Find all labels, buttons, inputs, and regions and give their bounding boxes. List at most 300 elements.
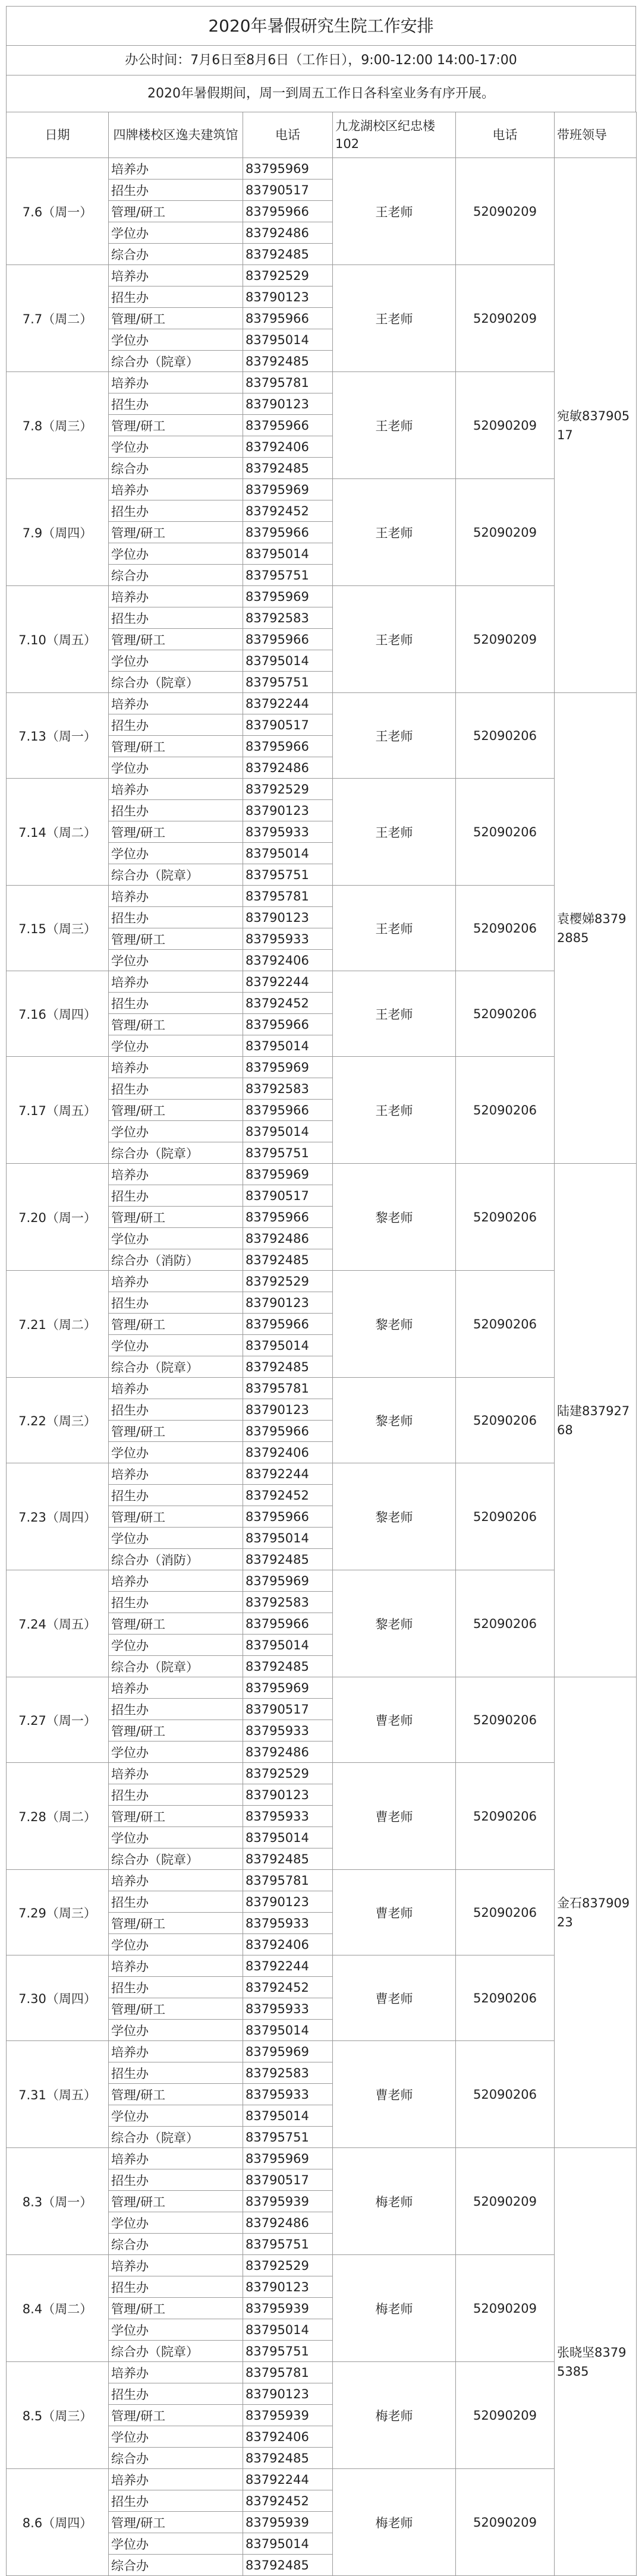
date-cell: 7.27（周一） bbox=[7, 1677, 109, 1763]
office-name-cell: 学位办 bbox=[109, 950, 243, 971]
office-name-cell: 培养办 bbox=[109, 158, 243, 179]
date-cell: 7.7（周二） bbox=[7, 265, 109, 372]
office-phone-cell: 83792485 bbox=[243, 2555, 333, 2576]
office-name-cell: 综合办（院章） bbox=[109, 1848, 243, 1870]
office-name-cell: 综合办 bbox=[109, 2555, 243, 2576]
schedule-body bbox=[7, 158, 637, 2576]
teacher-cell: 曹老师 bbox=[333, 2041, 456, 2148]
office-name-cell: 学位办 bbox=[109, 2212, 243, 2234]
duty-leader-cell: 金石83790923 bbox=[555, 1677, 637, 2148]
office-name-cell: 管理/研工 bbox=[109, 1421, 243, 1442]
office-name-cell: 招生办 bbox=[109, 2062, 243, 2084]
teacher-phone-cell: 52090206 bbox=[456, 1463, 555, 1570]
office-phone-cell: 83795966 bbox=[243, 629, 333, 650]
office-phone-cell: 83795014 bbox=[243, 2020, 333, 2041]
office-name-cell: 学位办 bbox=[109, 1934, 243, 1955]
office-phone-cell: 83792244 bbox=[243, 693, 333, 714]
date-cell: 7.31（周五） bbox=[7, 2041, 109, 2148]
office-phone-cell: 83795014 bbox=[243, 650, 333, 672]
office-phone-cell: 83792529 bbox=[243, 1271, 333, 1292]
office-name-cell: 管理/研工 bbox=[109, 1314, 243, 1335]
office-name-cell: 综合办（院章） bbox=[109, 1656, 243, 1677]
office-name-cell: 管理/研工 bbox=[109, 1613, 243, 1635]
office-phone-cell: 83795933 bbox=[243, 1998, 333, 2020]
office-phone-cell: 83790517 bbox=[243, 1185, 333, 1207]
table-row bbox=[7, 1677, 637, 1699]
office-name-cell: 管理/研工 bbox=[109, 308, 243, 329]
office-name-cell: 管理/研工 bbox=[109, 1014, 243, 1035]
office-name-cell: 培养办 bbox=[109, 2255, 243, 2276]
office-phone-cell: 83795966 bbox=[243, 1421, 333, 1442]
office-phone-cell: 83795781 bbox=[243, 372, 333, 393]
duty-leader-cell: 宛敏83790517 bbox=[555, 158, 637, 693]
office-name-cell: 管理/研工 bbox=[109, 1720, 243, 1742]
teacher-cell: 王老师 bbox=[333, 886, 456, 971]
office-phone-cell: 83792406 bbox=[243, 1442, 333, 1463]
office-phone-cell: 83790517 bbox=[243, 179, 333, 201]
date-cell: 7.10（周五） bbox=[7, 586, 109, 693]
office-name-cell: 培养办 bbox=[109, 1763, 243, 1784]
office-phone-cell: 83790123 bbox=[243, 1399, 333, 1421]
teacher-phone-cell: 52090209 bbox=[456, 2362, 555, 2469]
office-name-cell: 学位办 bbox=[109, 2105, 243, 2127]
office-name-cell: 招生办 bbox=[109, 1592, 243, 1613]
office-phone-cell: 83792485 bbox=[243, 1356, 333, 1378]
teacher-cell: 黎老师 bbox=[333, 1463, 456, 1570]
office-phone-cell: 83795939 bbox=[243, 2298, 333, 2319]
office-phone-cell: 83795014 bbox=[243, 1635, 333, 1656]
office-name-cell: 学位办 bbox=[109, 757, 243, 779]
table-row bbox=[7, 479, 637, 500]
date-cell: 7.24（周五） bbox=[7, 1570, 109, 1677]
duty-leader-cell: 陆建83792768 bbox=[555, 1164, 637, 1677]
office-name-cell: 招生办 bbox=[109, 1078, 243, 1100]
office-name-cell: 综合办（消防） bbox=[109, 1549, 243, 1570]
office-name-cell: 培养办 bbox=[109, 1164, 243, 1185]
office-phone-cell: 83795933 bbox=[243, 1913, 333, 1934]
date-cell: 7.14（周二） bbox=[7, 779, 109, 886]
office-phone-cell: 83792452 bbox=[243, 2490, 333, 2512]
office-name-cell: 学位办 bbox=[109, 2533, 243, 2555]
office-phone-cell: 83792452 bbox=[243, 1977, 333, 1998]
table-row bbox=[7, 2041, 637, 2062]
office-phone-cell: 83795969 bbox=[243, 479, 333, 500]
teacher-cell: 王老师 bbox=[333, 265, 456, 372]
office-phone-cell: 83792485 bbox=[243, 244, 333, 265]
office-name-cell: 管理/研工 bbox=[109, 736, 243, 757]
teacher-phone-cell: 52090206 bbox=[456, 1870, 555, 1955]
office-name-cell: 招生办 bbox=[109, 1185, 243, 1207]
office-phone-cell: 83792583 bbox=[243, 607, 333, 629]
office-phone-cell: 83795969 bbox=[243, 1677, 333, 1699]
office-name-cell: 培养办 bbox=[109, 2362, 243, 2383]
office-phone-cell: 83792529 bbox=[243, 265, 333, 286]
date-cell: 7.23（周四） bbox=[7, 1463, 109, 1570]
office-phone-cell: 83795966 bbox=[243, 1014, 333, 1035]
teacher-phone-cell: 52090206 bbox=[456, 1955, 555, 2041]
office-phone-cell: 83795014 bbox=[243, 2105, 333, 2127]
table-row bbox=[7, 372, 637, 393]
office-name-cell: 学位办 bbox=[109, 1742, 243, 1763]
office-name-cell: 管理/研工 bbox=[109, 2298, 243, 2319]
office-phone-cell: 83795751 bbox=[243, 864, 333, 886]
office-phone-cell: 83790517 bbox=[243, 714, 333, 736]
teacher-phone-cell: 52090209 bbox=[456, 479, 555, 586]
table-row bbox=[7, 1870, 637, 1891]
date-cell: 7.16（周四） bbox=[7, 971, 109, 1057]
office-name-cell: 管理/研工 bbox=[109, 2084, 243, 2105]
office-phone-cell: 83790123 bbox=[243, 1784, 333, 1806]
date-cell: 7.28（周二） bbox=[7, 1763, 109, 1870]
office-phone-cell: 83795933 bbox=[243, 1720, 333, 1742]
office-name-cell: 培养办 bbox=[109, 265, 243, 286]
office-phone-cell: 83792529 bbox=[243, 779, 333, 800]
office-phone-cell: 83795966 bbox=[243, 1613, 333, 1635]
office-name-cell: 综合办（院章） bbox=[109, 1356, 243, 1378]
teacher-cell: 梅老师 bbox=[333, 2362, 456, 2469]
office-phone-cell: 83790123 bbox=[243, 1292, 333, 1314]
teacher-cell: 王老师 bbox=[333, 586, 456, 693]
office-name-cell: 学位办 bbox=[109, 1635, 243, 1656]
teacher-cell: 曹老师 bbox=[333, 1677, 456, 1763]
office-name-cell: 管理/研工 bbox=[109, 1100, 243, 1121]
office-name-cell: 招生办 bbox=[109, 500, 243, 522]
office-name-cell: 学位办 bbox=[109, 1827, 243, 1848]
teacher-phone-cell: 52090206 bbox=[456, 1378, 555, 1463]
office-phone-cell: 83795969 bbox=[243, 1057, 333, 1078]
table-row bbox=[7, 693, 637, 714]
office-phone-cell: 83795751 bbox=[243, 2341, 333, 2362]
office-phone-cell: 83795933 bbox=[243, 821, 333, 843]
office-phone-cell: 83792486 bbox=[243, 757, 333, 779]
teacher-phone-cell: 52090206 bbox=[456, 2041, 555, 2148]
office-phone-cell: 83792485 bbox=[243, 2448, 333, 2469]
office-phone-cell: 83792529 bbox=[243, 1763, 333, 1784]
office-name-cell: 管理/研工 bbox=[109, 2512, 243, 2533]
teacher-cell: 王老师 bbox=[333, 693, 456, 779]
office-phone-cell: 83790517 bbox=[243, 2169, 333, 2191]
office-phone-cell: 83795014 bbox=[243, 1121, 333, 1142]
office-phone-cell: 83795933 bbox=[243, 1806, 333, 1827]
office-name-cell: 招生办 bbox=[109, 800, 243, 821]
office-name-cell: 管理/研工 bbox=[109, 2191, 243, 2212]
duty-leader-cell: 张晓坚83795385 bbox=[555, 2148, 637, 2576]
office-name-cell: 综合办 bbox=[109, 2448, 243, 2469]
office-phone-cell: 83792486 bbox=[243, 2212, 333, 2234]
date-cell: 8.3（周一） bbox=[7, 2148, 109, 2255]
office-phone-cell: 83795939 bbox=[243, 2512, 333, 2533]
office-phone-cell: 83795014 bbox=[243, 1035, 333, 1057]
teacher-cell: 曹老师 bbox=[333, 1870, 456, 1955]
schedule-table bbox=[6, 112, 637, 2576]
office-name-cell: 培养办 bbox=[109, 2041, 243, 2062]
table-row bbox=[7, 1057, 637, 1078]
office-name-cell: 管理/研工 bbox=[109, 1998, 243, 2020]
page-title: 2020年暑假研究生院工作安排 bbox=[6, 6, 636, 45]
office-name-cell: 管理/研工 bbox=[109, 629, 243, 650]
office-phone-cell: 83792485 bbox=[243, 351, 333, 372]
teacher-phone-cell: 52090209 bbox=[456, 2469, 555, 2576]
office-name-cell: 管理/研工 bbox=[109, 821, 243, 843]
teacher-phone-cell: 52090206 bbox=[456, 1677, 555, 1763]
office-phone-cell: 83795933 bbox=[243, 2084, 333, 2105]
date-cell: 7.29（周三） bbox=[7, 1870, 109, 1955]
office-name-cell: 招生办 bbox=[109, 1485, 243, 1506]
date-cell: 7.15（周三） bbox=[7, 886, 109, 971]
office-phone-cell: 83795966 bbox=[243, 736, 333, 757]
office-name-cell: 招生办 bbox=[109, 1784, 243, 1806]
office-name-cell: 综合办 bbox=[109, 458, 243, 479]
office-phone-cell: 83795014 bbox=[243, 543, 333, 565]
office-phone-cell: 83790123 bbox=[243, 2383, 333, 2405]
office-name-cell: 培养办 bbox=[109, 1955, 243, 1977]
office-phone-cell: 83790123 bbox=[243, 286, 333, 308]
office-phone-cell: 83795969 bbox=[243, 158, 333, 179]
date-cell: 8.5（周三） bbox=[7, 2362, 109, 2469]
office-phone-cell: 83795939 bbox=[243, 2191, 333, 2212]
table-row bbox=[7, 1271, 637, 1292]
office-name-cell: 综合办（院章） bbox=[109, 1142, 243, 1164]
office-phone-cell: 83795966 bbox=[243, 1207, 333, 1228]
office-phone-cell: 83795014 bbox=[243, 2533, 333, 2555]
office-name-cell: 培养办 bbox=[109, 1677, 243, 1699]
office-name-cell: 学位办 bbox=[109, 1442, 243, 1463]
teacher-phone-cell: 52090209 bbox=[456, 2255, 555, 2362]
table-row bbox=[7, 2255, 637, 2276]
teacher-phone-cell: 52090206 bbox=[456, 693, 555, 779]
office-name-cell: 培养办 bbox=[109, 1870, 243, 1891]
office-phone-cell: 83795751 bbox=[243, 565, 333, 586]
table-row bbox=[7, 1763, 637, 1784]
teacher-phone-cell: 52090206 bbox=[456, 886, 555, 971]
office-name-cell: 学位办 bbox=[109, 650, 243, 672]
office-phone-cell: 83795014 bbox=[243, 329, 333, 351]
office-name-cell: 招生办 bbox=[109, 1399, 243, 1421]
office-phone-cell: 83792485 bbox=[243, 1848, 333, 1870]
office-name-cell: 培养办 bbox=[109, 1271, 243, 1292]
office-name-cell: 管理/研工 bbox=[109, 928, 243, 950]
office-phone-cell: 83795751 bbox=[243, 672, 333, 693]
header-phone: 电话 bbox=[243, 112, 333, 158]
teacher-cell: 曹老师 bbox=[333, 1955, 456, 2041]
office-phone-cell: 83792583 bbox=[243, 1592, 333, 1613]
office-name-cell: 培养办 bbox=[109, 479, 243, 500]
notice-text: 2020年暑假期间，周一到周五工作日各科室业务有序开展。 bbox=[6, 75, 636, 112]
office-name-cell: 综合办 bbox=[109, 244, 243, 265]
teacher-phone-cell: 52090209 bbox=[456, 586, 555, 693]
table-row bbox=[7, 886, 637, 907]
office-name-cell: 管理/研工 bbox=[109, 1506, 243, 1528]
teacher-cell: 黎老师 bbox=[333, 1164, 456, 1271]
teacher-phone-cell: 52090206 bbox=[456, 1570, 555, 1677]
office-phone-cell: 83795939 bbox=[243, 2405, 333, 2426]
teacher-phone-cell: 52090206 bbox=[456, 1164, 555, 1271]
office-phone-cell: 83795014 bbox=[243, 2319, 333, 2341]
office-phone-cell: 83795014 bbox=[243, 1528, 333, 1549]
header-jiulonghu: 九龙湖校区纪忠楼 102 bbox=[333, 112, 456, 158]
office-name-cell: 综合办（消防） bbox=[109, 1249, 243, 1271]
office-phone-cell: 83790123 bbox=[243, 907, 333, 928]
date-cell: 7.22（周三） bbox=[7, 1378, 109, 1463]
office-name-cell: 招生办 bbox=[109, 1699, 243, 1720]
header-phone-2: 电话 bbox=[456, 112, 555, 158]
date-cell: 7.6（周一） bbox=[7, 158, 109, 265]
teacher-cell: 梅老师 bbox=[333, 2148, 456, 2255]
teacher-phone-cell: 52090209 bbox=[456, 158, 555, 265]
office-phone-cell: 83795781 bbox=[243, 2362, 333, 2383]
office-name-cell: 招生办 bbox=[109, 607, 243, 629]
teacher-phone-cell: 52090206 bbox=[456, 1763, 555, 1870]
office-name-cell: 招生办 bbox=[109, 2276, 243, 2298]
office-name-cell: 培养办 bbox=[109, 372, 243, 393]
office-phone-cell: 83792529 bbox=[243, 2255, 333, 2276]
table-row bbox=[7, 2362, 637, 2383]
office-name-cell: 学位办 bbox=[109, 543, 243, 565]
office-name-cell: 培养办 bbox=[109, 1057, 243, 1078]
office-phone-cell: 83795969 bbox=[243, 1164, 333, 1185]
teacher-cell: 王老师 bbox=[333, 479, 456, 586]
table-row bbox=[7, 586, 637, 607]
teacher-cell: 黎老师 bbox=[333, 1271, 456, 1378]
teacher-cell: 黎老师 bbox=[333, 1570, 456, 1677]
office-phone-cell: 83792244 bbox=[243, 971, 333, 993]
office-phone-cell: 83792244 bbox=[243, 2469, 333, 2490]
teacher-cell: 王老师 bbox=[333, 971, 456, 1057]
office-phone-cell: 83795781 bbox=[243, 1378, 333, 1399]
office-name-cell: 综合办（院章） bbox=[109, 672, 243, 693]
office-name-cell: 招生办 bbox=[109, 179, 243, 201]
office-name-cell: 管理/研工 bbox=[109, 1806, 243, 1827]
office-phone-cell: 83792406 bbox=[243, 436, 333, 458]
teacher-phone-cell: 52090206 bbox=[456, 1057, 555, 1164]
office-name-cell: 学位办 bbox=[109, 329, 243, 351]
office-name-cell: 综合办（院章） bbox=[109, 2341, 243, 2362]
table-row bbox=[7, 2148, 637, 2169]
office-name-cell: 综合办（院章） bbox=[109, 864, 243, 886]
teacher-cell: 梅老师 bbox=[333, 2469, 456, 2576]
office-phone-cell: 83795969 bbox=[243, 1570, 333, 1592]
table-row bbox=[7, 158, 637, 179]
office-phone-cell: 83792485 bbox=[243, 1549, 333, 1570]
office-name-cell: 综合办（院章） bbox=[109, 351, 243, 372]
office-phone-cell: 83792244 bbox=[243, 1463, 333, 1485]
date-cell: 7.8（周三） bbox=[7, 372, 109, 479]
office-name-cell: 招生办 bbox=[109, 1292, 243, 1314]
office-name-cell: 学位办 bbox=[109, 1228, 243, 1249]
office-phone-cell: 83795966 bbox=[243, 1506, 333, 1528]
teacher-phone-cell: 52090209 bbox=[456, 372, 555, 479]
office-phone-cell: 83795014 bbox=[243, 1335, 333, 1356]
office-phone-cell: 83795014 bbox=[243, 843, 333, 864]
duty-leader-cell: 袁樱娣83792885 bbox=[555, 693, 637, 1164]
office-name-cell: 培养办 bbox=[109, 693, 243, 714]
office-phone-cell: 83792452 bbox=[243, 993, 333, 1014]
teacher-phone-cell: 52090206 bbox=[456, 1271, 555, 1378]
office-name-cell: 学位办 bbox=[109, 436, 243, 458]
office-phone-cell: 83790123 bbox=[243, 800, 333, 821]
office-name-cell: 综合办 bbox=[109, 2234, 243, 2255]
office-name-cell: 培养办 bbox=[109, 1463, 243, 1485]
header-date: 日期 bbox=[7, 112, 109, 158]
office-phone-cell: 83795966 bbox=[243, 522, 333, 543]
table-row bbox=[7, 1570, 637, 1592]
office-phone-cell: 83792583 bbox=[243, 1078, 333, 1100]
date-cell: 8.4（周二） bbox=[7, 2255, 109, 2362]
office-phone-cell: 83792406 bbox=[243, 1934, 333, 1955]
office-name-cell: 招生办 bbox=[109, 393, 243, 415]
teacher-cell: 王老师 bbox=[333, 372, 456, 479]
teacher-phone-cell: 52090206 bbox=[456, 779, 555, 886]
office-name-cell: 综合办 bbox=[109, 565, 243, 586]
office-phone-cell: 83795969 bbox=[243, 2148, 333, 2169]
office-name-cell: 培养办 bbox=[109, 1570, 243, 1592]
office-name-cell: 学位办 bbox=[109, 2319, 243, 2341]
office-phone-cell: 83795014 bbox=[243, 1827, 333, 1848]
teacher-cell: 黎老师 bbox=[333, 1378, 456, 1463]
office-name-cell: 招生办 bbox=[109, 286, 243, 308]
office-name-cell: 培养办 bbox=[109, 2469, 243, 2490]
date-cell: 7.17（周五） bbox=[7, 1057, 109, 1164]
date-cell: 8.6（周四） bbox=[7, 2469, 109, 2576]
office-name-cell: 学位办 bbox=[109, 843, 243, 864]
teacher-phone-cell: 52090209 bbox=[456, 265, 555, 372]
office-phone-cell: 83792583 bbox=[243, 2062, 333, 2084]
office-phone-cell: 83792486 bbox=[243, 1228, 333, 1249]
teacher-phone-cell: 52090206 bbox=[456, 971, 555, 1057]
office-phone-cell: 83792485 bbox=[243, 1656, 333, 1677]
office-phone-cell: 83795751 bbox=[243, 2127, 333, 2148]
table-row bbox=[7, 1378, 637, 1399]
office-phone-cell: 83792406 bbox=[243, 2426, 333, 2448]
office-phone-cell: 83792486 bbox=[243, 1742, 333, 1763]
office-phone-cell: 83795966 bbox=[243, 1314, 333, 1335]
office-name-cell: 管理/研工 bbox=[109, 1913, 243, 1934]
office-hours: 办公时间：7月6日至8月6日（工作日），9:00-12:00 14:00-17:00 bbox=[6, 45, 636, 75]
teacher-phone-cell: 52090209 bbox=[456, 2148, 555, 2255]
office-phone-cell: 83795933 bbox=[243, 928, 333, 950]
office-name-cell: 学位办 bbox=[109, 2020, 243, 2041]
office-phone-cell: 83795966 bbox=[243, 201, 333, 222]
office-phone-cell: 83792406 bbox=[243, 950, 333, 971]
office-name-cell: 学位办 bbox=[109, 2426, 243, 2448]
table-row bbox=[7, 2469, 637, 2490]
table-row bbox=[7, 971, 637, 993]
office-name-cell: 管理/研工 bbox=[109, 2405, 243, 2426]
teacher-cell: 王老师 bbox=[333, 779, 456, 886]
office-name-cell: 招生办 bbox=[109, 907, 243, 928]
office-phone-cell: 83792244 bbox=[243, 1955, 333, 1977]
office-name-cell: 学位办 bbox=[109, 1335, 243, 1356]
office-phone-cell: 83790517 bbox=[243, 1699, 333, 1720]
office-name-cell: 管理/研工 bbox=[109, 522, 243, 543]
office-phone-cell: 83790123 bbox=[243, 1891, 333, 1913]
office-name-cell: 学位办 bbox=[109, 222, 243, 244]
schedule-sheet bbox=[6, 6, 636, 2576]
date-cell: 7.9（周四） bbox=[7, 479, 109, 586]
office-name-cell: 培养办 bbox=[109, 1378, 243, 1399]
office-name-cell: 招生办 bbox=[109, 993, 243, 1014]
office-name-cell: 学位办 bbox=[109, 1528, 243, 1549]
office-name-cell: 管理/研工 bbox=[109, 1207, 243, 1228]
teacher-cell: 王老师 bbox=[333, 158, 456, 265]
table-row bbox=[7, 1164, 637, 1185]
header-leader: 带班领导 bbox=[555, 112, 637, 158]
office-phone-cell: 83792485 bbox=[243, 1249, 333, 1271]
office-phone-cell: 83795969 bbox=[243, 586, 333, 607]
teacher-cell: 梅老师 bbox=[333, 2255, 456, 2362]
office-name-cell: 管理/研工 bbox=[109, 201, 243, 222]
office-phone-cell: 83795969 bbox=[243, 2041, 333, 2062]
